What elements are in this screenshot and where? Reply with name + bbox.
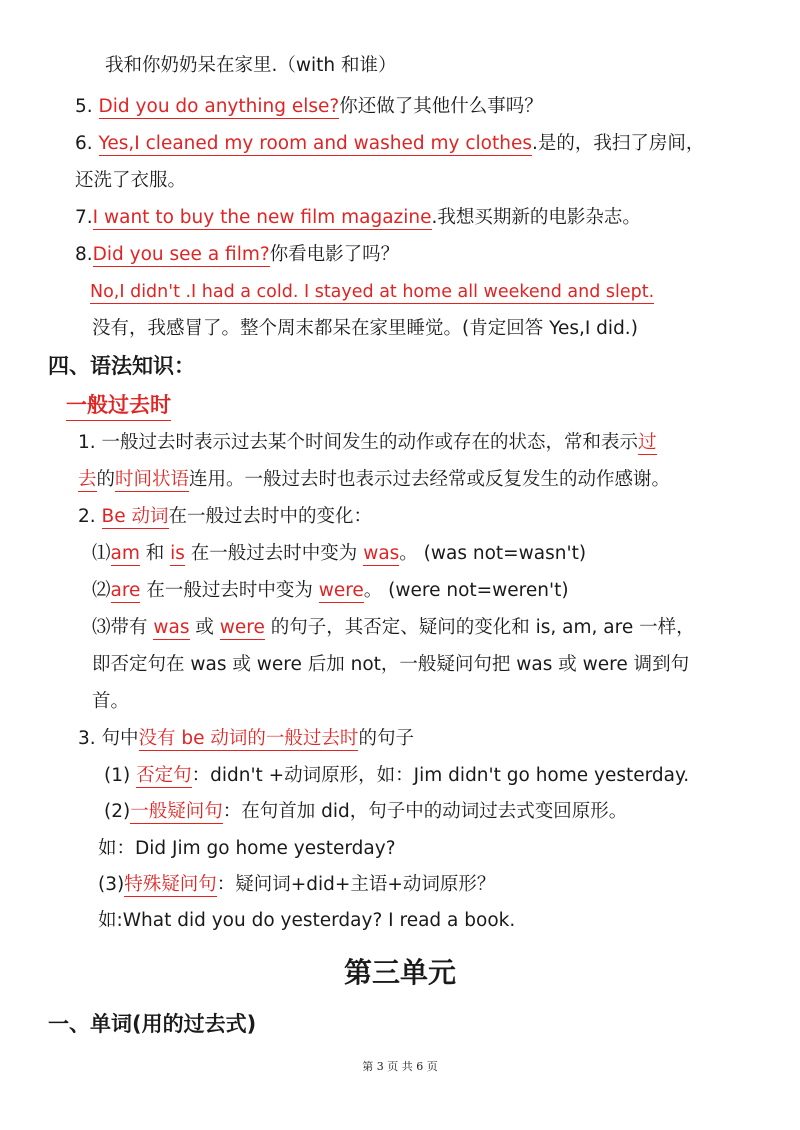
grammar-point-3-1 [104, 763, 689, 789]
grammar-point-2-2 [92, 578, 569, 604]
item-number: 8. [75, 244, 93, 265]
chinese-translation: .是的，我扫了房间， [531, 133, 705, 154]
english-sentence: I want to buy the new film magazine [92, 207, 432, 228]
chinese-translation: .我想买期新的电影杂志。 [431, 207, 641, 228]
page-footer: 第 3 页 共 6 页 [362, 1060, 438, 1073]
grammar-point-3-3 [98, 872, 495, 898]
grammar-point-2 [78, 504, 372, 530]
text: 的句子 [358, 728, 414, 749]
english-sentence: Yes,I cleaned my room and washed my clothes [98, 133, 532, 154]
text: ⑴ [92, 543, 111, 564]
top-line: 我和你奶奶呆在家里.（with 和谁） [105, 55, 397, 76]
grammar-point-2-1 [92, 541, 586, 567]
grammar-point-3-3-example: 如:What did you do yesterday? I read a book. [98, 910, 516, 931]
highlight-wh-question: 特殊疑问句 [124, 874, 217, 895]
text: 2. [78, 506, 102, 527]
item-7 [75, 205, 641, 231]
text: 在一般过去时中变为 [184, 543, 364, 564]
text: 。 (was not=wasn't) [399, 543, 587, 564]
item-8-answer-translation: 没有，我感冒了。整个周末都呆在家里睡觉。(肯定回答 Yes,I did.) [92, 318, 638, 339]
text: ⑵ [92, 580, 111, 601]
highlight: are [110, 580, 141, 601]
item-6-continued: 还洗了衣服。 [75, 170, 187, 191]
text: 3. 句中 [78, 728, 139, 749]
text: 的 [96, 469, 116, 490]
highlight-be-verb: Be 动词 [101, 506, 169, 527]
highlight: 过 [638, 432, 657, 453]
highlight-negative: 否定句 [136, 765, 192, 786]
text: 1. 一般过去时表示过去某个时间发生的动作或存在的状态，常和表示 [78, 432, 639, 453]
chinese-translation: 你还做了其他什么事吗？ [339, 96, 543, 117]
grammar-point-2-3 [92, 615, 695, 641]
item-5 [75, 94, 543, 120]
grammar-point-3-2 [104, 799, 627, 825]
grammar-point-2-3-continued: 即否定句在 was 或 were 后加 not，一般疑问句把 was 或 were 调到句 [92, 654, 690, 675]
text: (1) [104, 765, 137, 786]
text: ：疑问词+did+主语+动词原形？ [216, 874, 496, 895]
grammar-point-3 [78, 726, 414, 752]
subheading-past-tense: 一般过去时 [66, 391, 171, 421]
text: 在一般过去时中的变化： [168, 506, 373, 527]
highlight-question: 一般疑问句 [130, 801, 223, 822]
text: 和 [139, 543, 171, 564]
grammar-point-3-2-example: 如：Did Jim go home yesterday? [98, 838, 396, 859]
english-sentence: Did you see a film? [92, 244, 270, 265]
item-number: 6. [75, 133, 93, 154]
item-8-answer [90, 279, 654, 305]
text: 连用。一般过去时也表示过去经常或反复发生的动作感谢。 [189, 469, 671, 490]
text: ：didn't +动词原形，如：Jim didn't go home yesterday. [191, 765, 690, 786]
chinese-translation: 你看电影了吗？ [269, 244, 400, 265]
text: (2) [104, 801, 131, 822]
highlight: was [363, 543, 400, 564]
highlight: is [170, 543, 185, 564]
grammar-point-1-continued [78, 467, 670, 493]
highlight: were [318, 580, 364, 601]
highlight: 没有 be 动词的一般过去时 [138, 728, 359, 749]
text: 。 (were not=weren't) [363, 580, 569, 601]
text: ⑶带有 [92, 617, 154, 638]
section-heading-grammar: 四、语法知识： [48, 354, 195, 378]
highlight: am [110, 543, 140, 564]
grammar-point-1 [78, 430, 657, 456]
text: 的句子，其否定、疑问的变化和 is, am, are 一样， [264, 617, 695, 638]
item-number: 5. [75, 96, 93, 117]
section-heading-words: 一、单词(用的过去式) [48, 1012, 257, 1036]
unit-title: 第三单元 [343, 956, 456, 989]
item-8 [75, 242, 399, 268]
text: (3) [98, 874, 125, 895]
highlight: was [153, 617, 190, 638]
english-sentence: Did you do anything else? [98, 96, 340, 117]
highlight: were [219, 617, 265, 638]
item-number: 7. [75, 207, 93, 228]
text: ：在句首加 did，句子中的动词过去式变回原形。 [222, 801, 628, 822]
english-answer: No,I didn't .I had a cold. I stayed at home all weekend and slept. [90, 282, 655, 302]
highlight-time-adverbial: 时间状语 [115, 469, 190, 490]
highlight: 去 [78, 469, 97, 490]
text: 或 [189, 617, 220, 638]
item-6 [75, 131, 704, 157]
text: 在一般过去时中变为 [140, 580, 319, 601]
grammar-point-2-3-end: 首。 [92, 691, 130, 712]
